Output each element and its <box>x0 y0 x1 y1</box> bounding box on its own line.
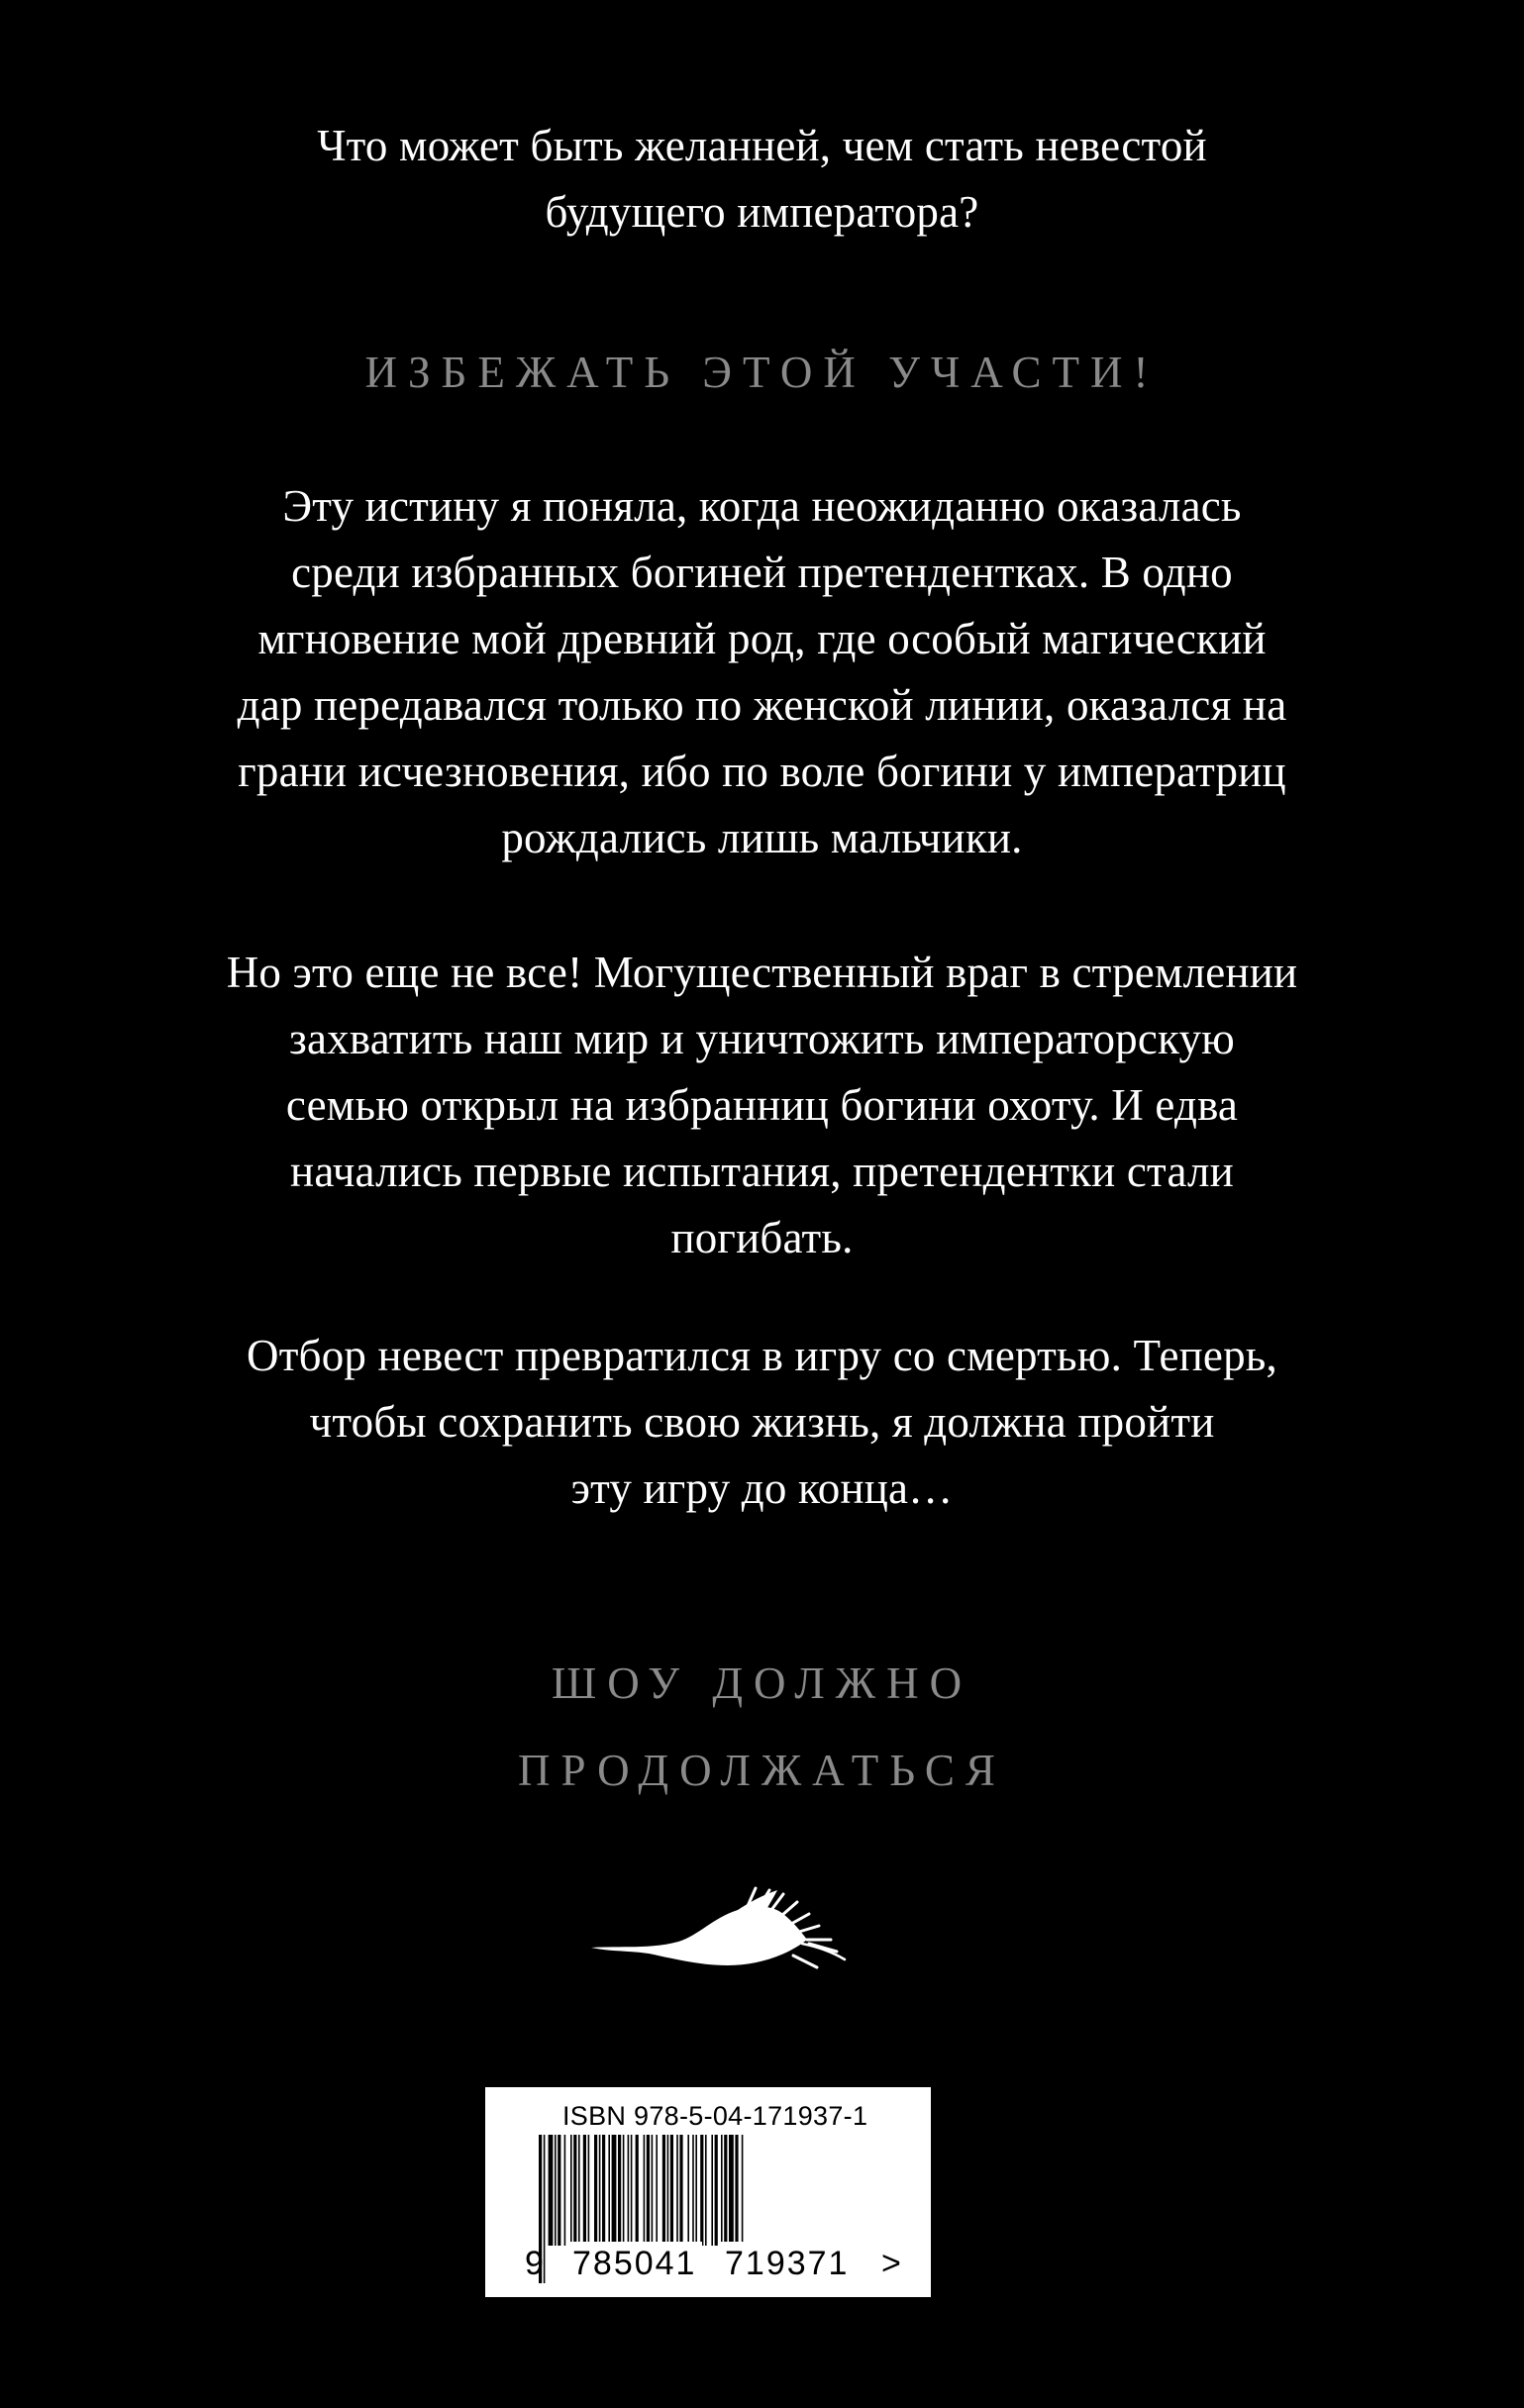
barcode-bar <box>679 2135 682 2246</box>
barcode-bar <box>662 2135 665 2246</box>
barcode-bar <box>623 2135 625 2246</box>
text-line: начались первые испытания, претендентки стали <box>290 1147 1234 1196</box>
text-line: семью открыл на избранниц богини охоту. И едва <box>285 1080 1239 1130</box>
barcode-bar <box>573 2135 576 2246</box>
barcode-bar <box>652 2135 654 2246</box>
paragraph-1 <box>0 473 1524 871</box>
barcode-digit-group-1: 785041 <box>566 2242 702 2285</box>
text-line: Эту истину я поняла, когда неожиданно оказалась <box>282 481 1242 531</box>
text-line: дар передавался только по женской линии, оказался на <box>237 680 1287 730</box>
barcode-bar <box>570 2135 572 2246</box>
barcode-bar <box>631 2135 633 2246</box>
barcode-bar <box>555 2135 557 2246</box>
barcode-bar <box>711 2135 713 2246</box>
text-line: погибать. <box>670 1213 854 1262</box>
text-line: Отбор невест превратился в игру со смертью. Теперь, <box>247 1331 1277 1380</box>
barcode-bar <box>608 2135 610 2246</box>
barcode-bar <box>724 2135 727 2246</box>
barcode-bar <box>618 2135 621 2246</box>
intro-question <box>0 113 1524 246</box>
text-line: будущего императора? <box>545 187 979 237</box>
barcode-bar <box>735 2135 738 2246</box>
barcode-bar <box>729 2135 734 2246</box>
slogan-line: ПРОДОЛЖАТЬСЯ <box>518 1746 1006 1795</box>
barcode-bar <box>549 2135 554 2246</box>
barcode-bar <box>558 2135 560 2246</box>
text-line: мгновение мой древний род, где особый магический <box>257 614 1267 663</box>
barcode-bar <box>705 2135 707 2246</box>
barcode-bar <box>594 2135 597 2246</box>
text-line: среди избранных богиней претендентках. В одно <box>291 548 1233 597</box>
barcode-bar <box>599 2135 601 2246</box>
barcode-bar <box>578 2135 580 2246</box>
barcode-bar <box>544 2135 546 2283</box>
text-line: рождались лишь мальчики. <box>501 813 1023 862</box>
barcode-digit-end: > <box>881 2245 901 2282</box>
paragraph-3 <box>0 1323 1524 1522</box>
text-line: эту игру до конца… <box>570 1463 954 1513</box>
barcode-bar <box>715 2135 718 2246</box>
text-line: захватить наш мир и уничтожить императорскую <box>289 1014 1235 1063</box>
barcode-bar <box>583 2135 586 2246</box>
barcode-bar <box>667 2135 669 2246</box>
text-line: Но это еще не все! Могущественный враг в стремлении <box>226 948 1298 997</box>
barcode-bar <box>588 2135 590 2246</box>
barcode-bar <box>602 2135 605 2246</box>
slogan-top: ИЗБЕЖАТЬ ЭТОЙ УЧАСТИ! <box>364 348 1160 397</box>
slogan-bottom <box>0 1640 1524 1814</box>
barcode-bar <box>687 2135 689 2246</box>
feather-icon <box>589 1886 847 1975</box>
barcode-bar <box>692 2135 694 2246</box>
text-line: Что может быть желанней, чем стать невестой <box>317 121 1207 170</box>
barcode-bar <box>628 2135 630 2246</box>
barcode-bar <box>670 2135 673 2246</box>
barcode-panel <box>485 2087 931 2297</box>
paragraph-2 <box>0 940 1524 1271</box>
barcode-digit-group-2: 719371 <box>719 2242 855 2285</box>
isbn-label: ISBN 978-5-04-171937-1 <box>562 2101 868 2131</box>
text-line: грани исчезновения, ибо по воле богини у императриц <box>238 747 1286 796</box>
text-line: чтобы сохранить свою жизнь, я должна пройти <box>309 1397 1215 1447</box>
barcode-bar <box>564 2135 566 2246</box>
barcode-bar <box>695 2135 697 2246</box>
barcode-bar <box>676 2135 678 2246</box>
barcode-bar <box>636 2135 639 2246</box>
slogan-line: ШОУ ДОЛЖНО <box>551 1658 973 1708</box>
barcode-bar <box>721 2135 723 2246</box>
barcode-bar <box>656 2135 658 2246</box>
barcode-bar <box>612 2135 617 2246</box>
barcode-bar <box>700 2135 703 2246</box>
barcode-digit-first: 9 <box>525 2245 544 2282</box>
